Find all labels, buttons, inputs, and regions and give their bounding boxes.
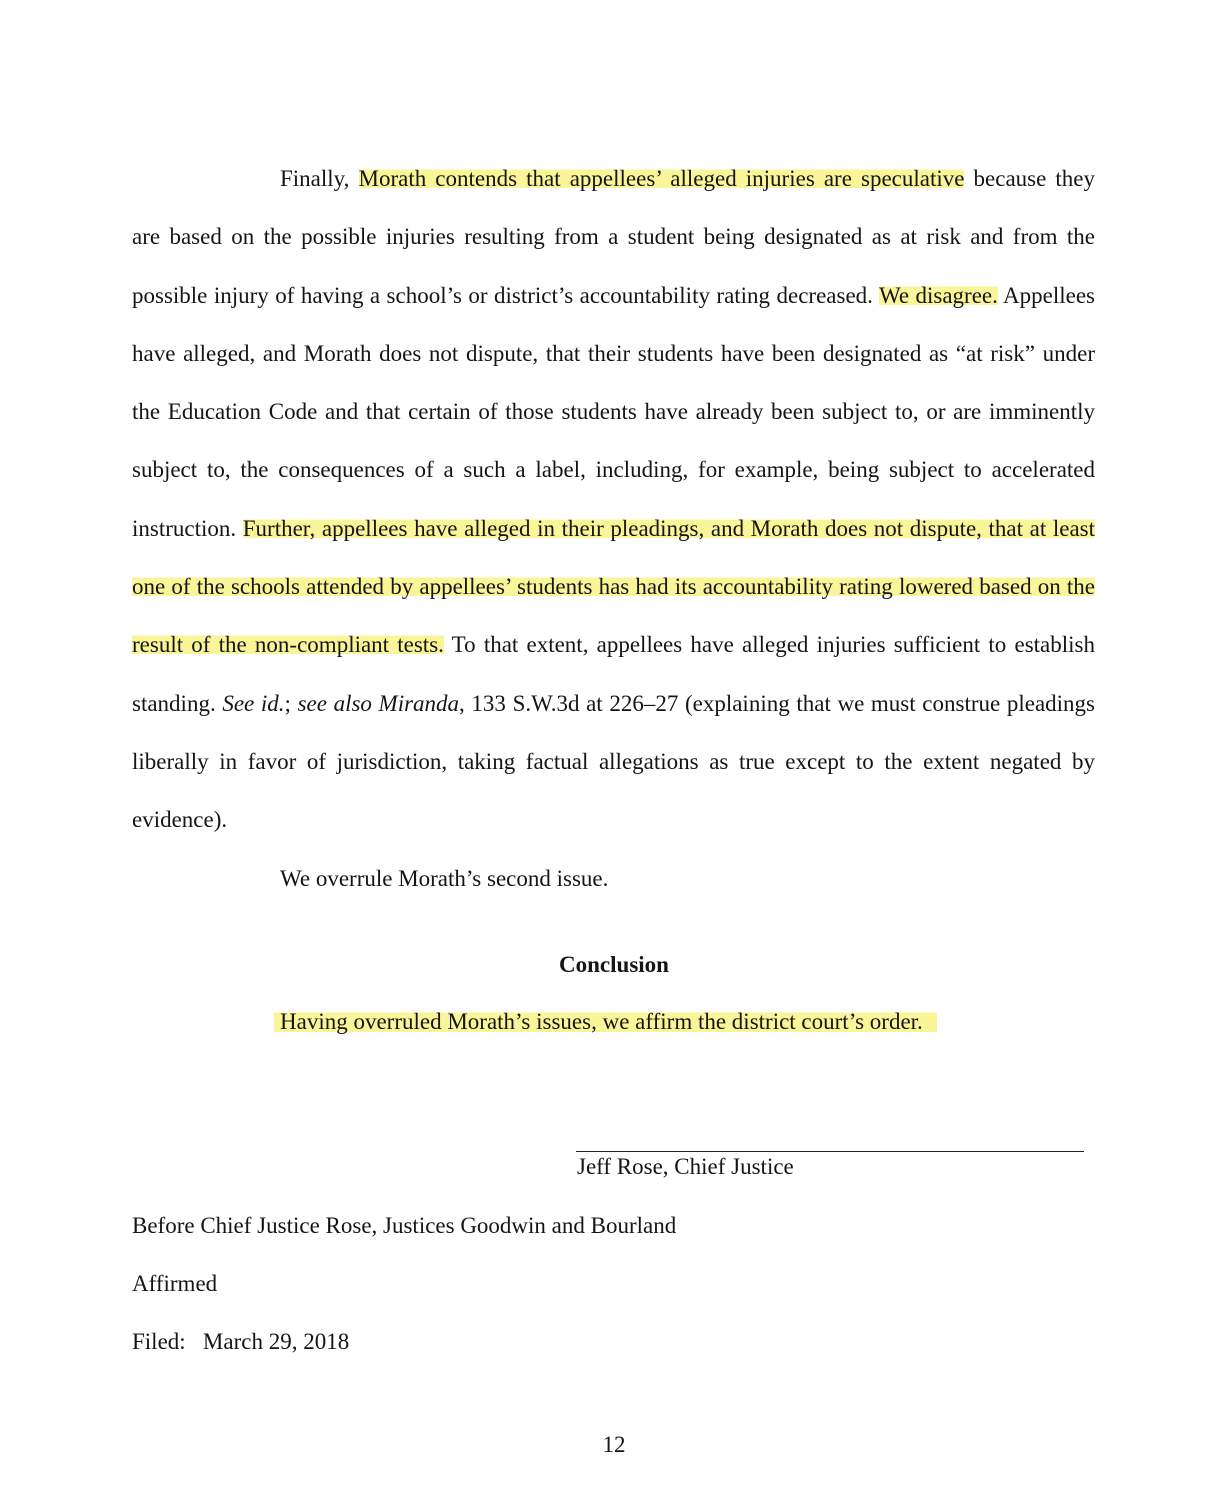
text-segment: ; <box>284 690 298 716</box>
opinion-body <box>132 150 1095 908</box>
signature-name: Jeff Rose, Chief Justice <box>577 1154 794 1179</box>
conclusion-heading: Conclusion <box>559 952 669 977</box>
conclusion-text: Having overruled Morath’s issues, we affirm the district court’s order. <box>274 1009 937 1035</box>
highlight-further: Further, appellees have alleged in their pleadings, and Morath does not dispute, that at least one of the schools attended by appellees’ students has had its accountability rating lowered based on the result of the non-compliant tests. <box>132 515 1095 658</box>
panel-line: Before Chief Justice Rose, Justices Goodwin and Bourland <box>132 1213 677 1238</box>
highlight-contention: Morath contends that appellees’ alleged injuries are speculative <box>358 166 965 191</box>
page-number: 12 <box>602 1432 626 1457</box>
filed-label: Filed: <box>132 1329 186 1354</box>
text-segment: , 133 S.W.3d at 226–27 (explaining that we must construe pleadings liberally in favor of jurisdiction, taking factual allegations as true except to the extent negated by evidence). <box>132 690 1095 833</box>
text-segment: because they are based on the possible injuries resulting from a student being designated as at risk and from the possible injury of having a school’s or district’s accountability rating decreased. <box>132 166 1095 308</box>
filed-date: March 29, 2018 <box>202 1329 350 1354</box>
disposition: Affirmed <box>132 1271 218 1296</box>
text-segment: To that extent, appellees have alleged injuries sufficient to establish standing. <box>132 632 1095 716</box>
signature-line <box>576 1151 1084 1152</box>
paragraph-overrule: We overrule Morath’s second issue. <box>280 865 609 891</box>
paragraph-standing <box>132 150 1095 850</box>
citation-miranda: see also Miranda <box>297 690 460 716</box>
citation-see-id: See id. <box>222 690 285 716</box>
filed-line <box>132 1329 349 1355</box>
intro-text: Finally, <box>280 166 350 191</box>
highlight-disagree: We disagree. <box>878 282 998 308</box>
text-segment: Appellees have alleged, and Morath does not dispute, that their students have been designated as “at risk” under the Education Code and that certain of those students have already been subject to, or are imminently subject to, the consequences of a such a label, including, for example, being subject to accelerated instruction. <box>132 282 1096 541</box>
